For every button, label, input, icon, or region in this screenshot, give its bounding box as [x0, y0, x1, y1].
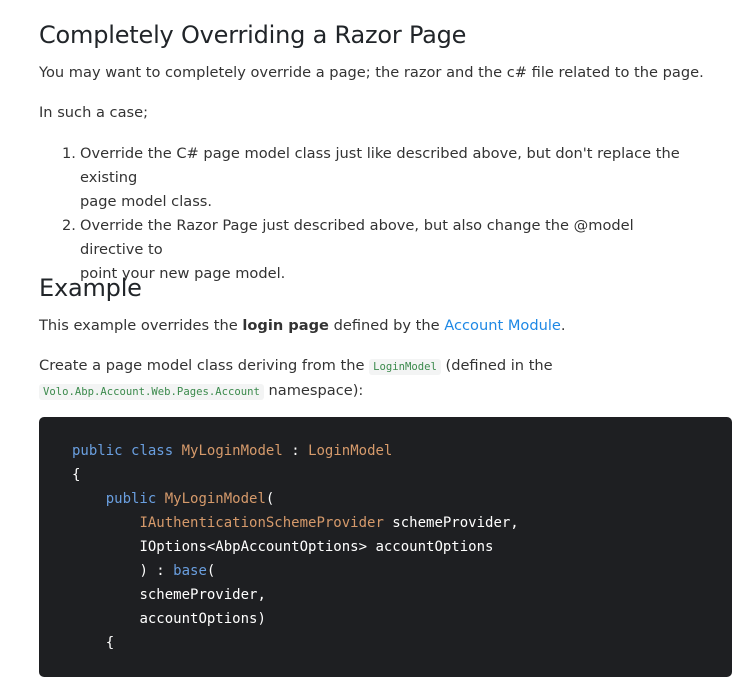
code-text: schemeProvider,: [139, 587, 266, 603]
code-text: {: [72, 467, 81, 483]
keyword: public: [72, 443, 123, 459]
code-text: ) :: [139, 563, 174, 579]
type-name: IAuthenticationSchemeProvider: [139, 515, 384, 531]
keyword: class: [131, 443, 174, 459]
example-heading: Example: [39, 274, 142, 302]
list-text: page model class.: [80, 193, 213, 210]
steps-list: [39, 142, 700, 286]
code-text: (: [265, 491, 275, 507]
text: This example overrides the: [39, 317, 243, 334]
code-block: [39, 417, 732, 677]
code-content: [72, 439, 519, 655]
intro-paragraph: You may want to completely override a page; the razor and the c# file related to the page.: [39, 64, 704, 81]
account-module-link[interactable]: Account Module: [444, 317, 561, 334]
section-heading: Completely Overriding a Razor Page: [39, 21, 467, 49]
base-class: LoginModel: [308, 443, 393, 459]
bold-text: login page: [242, 317, 329, 334]
code-text: (: [206, 563, 216, 579]
example-paragraph: [39, 314, 566, 338]
text: namespace):: [263, 382, 364, 399]
keyword: base: [173, 563, 207, 579]
text: (defined in the: [440, 357, 553, 374]
create-paragraph: [39, 354, 599, 404]
text: .: [560, 317, 566, 334]
keyword: public: [105, 491, 157, 507]
list-number: 1.: [62, 145, 76, 162]
inline-code: LoginModel: [369, 359, 441, 375]
list-item: [39, 142, 700, 214]
inline-code: Volo.Abp.Account.Web.Pages.Account: [39, 384, 264, 400]
code-text: :: [282, 443, 309, 459]
list-number: 2.: [62, 217, 76, 234]
list-text: Override the C# page model class just like described above, but don't replace the existing: [80, 145, 680, 186]
text: defined by the: [328, 317, 445, 334]
code-text: IOptions<AbpAccountOptions> accountOptions: [139, 539, 494, 555]
list-text: Override the Razor Page just described above, but also change the @model directive to: [80, 217, 634, 258]
list-text: point your new page model.: [80, 265, 286, 282]
case-paragraph: In such a case;: [39, 104, 149, 121]
class-name: MyLoginModel: [181, 443, 283, 459]
text: Create a page model class deriving from the: [39, 357, 370, 374]
code-text: {: [105, 635, 115, 651]
code-text: accountOptions): [139, 611, 266, 627]
code-text: schemeProvider,: [383, 515, 519, 531]
constructor-name: MyLoginModel: [164, 491, 266, 507]
